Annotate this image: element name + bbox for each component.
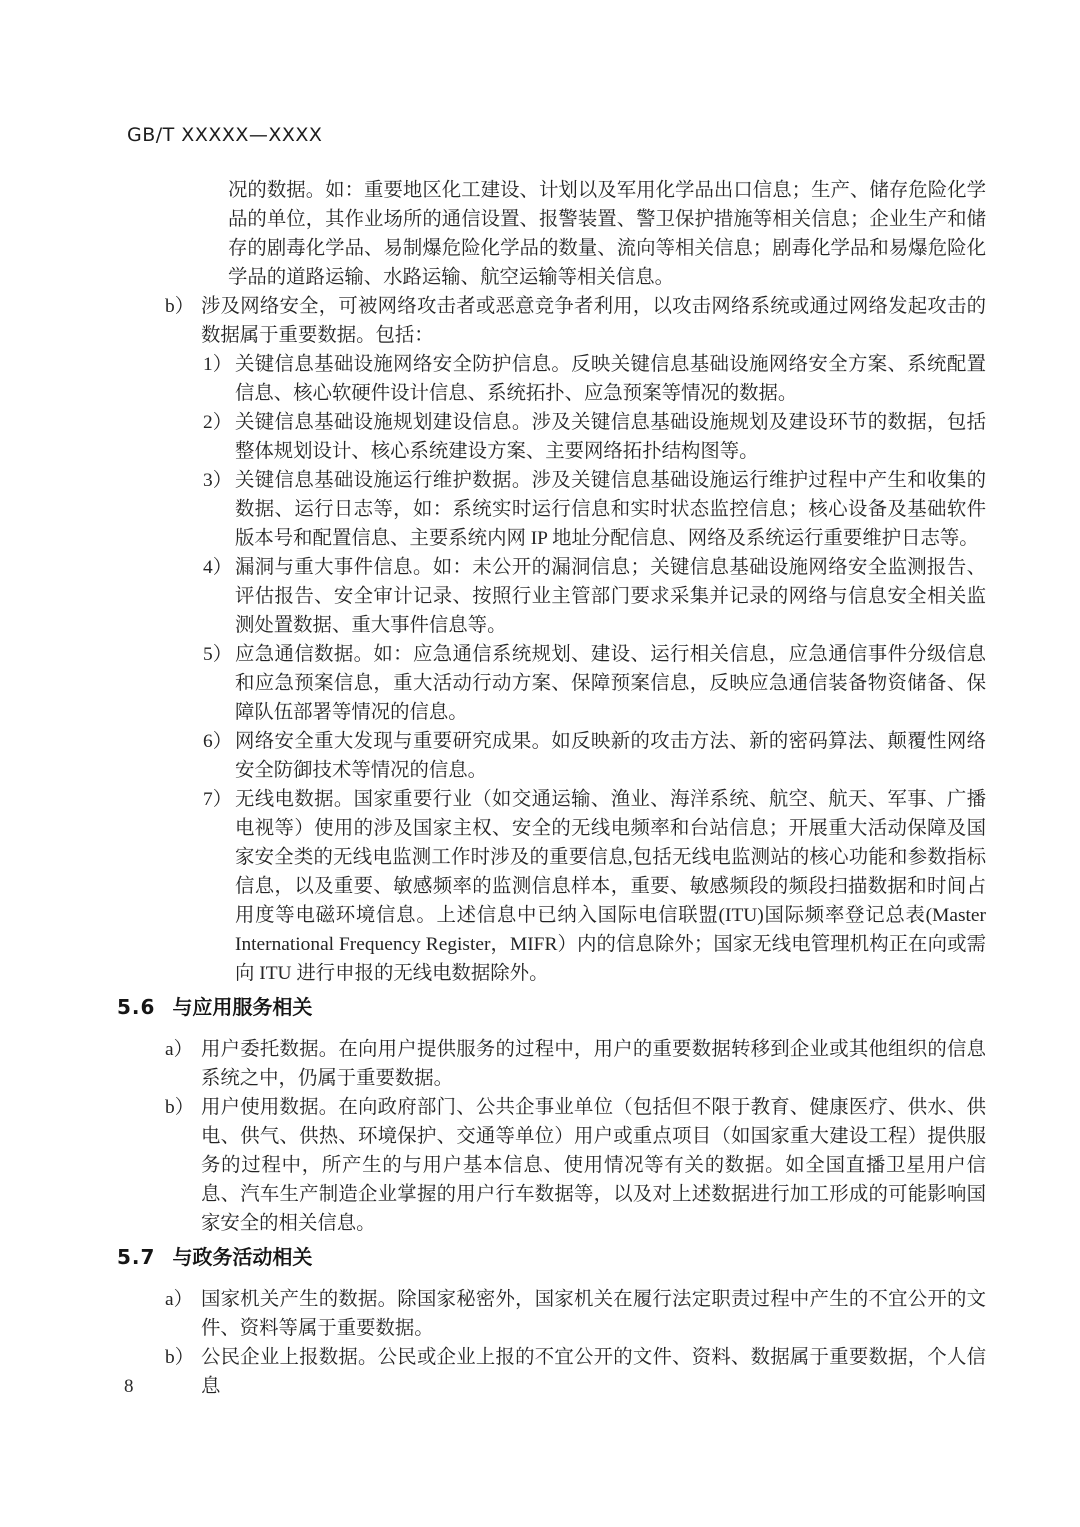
list-marker: 7） <box>203 789 233 810</box>
paragraph-continuation: 况的数据。如：重要地区化工建设、计划以及军用化学品出口信息；生产、储存危险化学品的单位，其作业场所的通信设置、报警装置、警卫保护措施等相关信息；企业生产和储存的剧毒化学品、易制爆危险化学品的数量、流向等相关信息；剧毒化学品和易爆危险化学品的道路运输、水路运输、航空运输等相关信息。 <box>228 180 986 288</box>
list-item-text: 应急通信数据。如：应急通信系统规划、建设、运行相关信息，应急通信事件分级信息和应急预案信息，重大活动行动方案、保障预案信息，反映应急通信装备物资储备、保障队伍部署等情况的信息。 <box>235 644 986 723</box>
list-marker: 6） <box>203 731 233 752</box>
list-item-text: 漏洞与重大事件信息。如：未公开的漏洞信息；关键信息基础设施网络安全监测报告、评估报告、安全审计记录、按照行业主管部门要求采集并记录的网络与信息安全相关监测处置数据、重大事件信息等。 <box>235 557 986 636</box>
sub-list-item-7 <box>203 785 986 988</box>
list-item-text: 关键信息基础设施规划建设信息。涉及关键信息基础设施规划及建设环节的数据，包括整体规划设计、核心系统建设方案、主要网络拓扑结构图等。 <box>235 412 986 462</box>
section-heading-5-6 <box>117 993 986 1021</box>
section-number: 5.7 <box>117 1245 156 1269</box>
section-number: 5.6 <box>117 995 156 1019</box>
sub-list-item-6 <box>203 727 986 785</box>
list-item-text: 关键信息基础设施网络安全防护信息。反映关键信息基础设施网络安全方案、系统配置信息、核心软硬件设计信息、系统拓扑、应急预案等情况的数据。 <box>235 354 986 404</box>
list-item-text: 涉及网络安全，可被网络攻击者或恶意竞争者利用，以攻击网络系统或通过网络发起攻击的数据属于重要数据。包括： <box>201 296 986 346</box>
list-marker: a） <box>165 1289 193 1310</box>
document-body <box>117 176 986 1401</box>
sub-list-item-4 <box>203 553 986 640</box>
sub-list-item-1 <box>203 350 986 408</box>
list-item-text: 用户使用数据。在向政府部门、公共企事业单位（包括但不限于教育、健康医疗、供水、供电、供气、供热、环境保护、交通等单位）用户或重点项目（如国家重大建设工程）提供服务的过程中，所产生的与用户基本信息、使用情况等有关的数据。如全国直播卫星用户信息、汽车生产制造企业掌握的用户行车数据等，以及对上述数据进行加工形成的可能影响国家安全的相关信息。 <box>201 1097 986 1234</box>
list-item-text: 无线电数据。国家重要行业（如交通运输、渔业、海洋系统、航空、航天、军事、广播电视等）使用的涉及国家主权、安全的无线电频率和台站信息；开展重大活动保障及国家安全类的无线电监测工作时涉及的重要信息,包括无线电监测站的核心功能和参数指标信息，以及重要、敏感频率的监测信息样本，重要、敏感频段的频段扫描数据和时间占用度等电磁环境信息。上述信息中已纳入国际电信联盟(ITU)国际频率登记总表(Master International Frequency Register，MIFR）内的信息除外；国家无线电管理机构正在向或需向 ITU 进行申报的无线电数据除外。 <box>235 789 986 984</box>
sub-list-item-3 <box>203 466 986 553</box>
list-item-text: 关键信息基础设施运行维护数据。涉及关键信息基础设施运行维护过程中产生和收集的数据、运行日志等，如：系统实时运行信息和实时状态监控信息；核心设备及基础软件版本号和配置信息、主要系统内网 IP 地址分配信息、网络及系统运行重要维护日志等。 <box>235 470 986 549</box>
list-item-5-7-a <box>165 1285 986 1343</box>
list-item-text: 国家机关产生的数据。除国家秘密外，国家机关在履行法定职责过程中产生的不宜公开的文件、资料等属于重要数据。 <box>201 1289 986 1339</box>
page-number: 8 <box>124 1376 134 1397</box>
list-marker: 1） <box>203 354 233 375</box>
section-heading-5-7 <box>117 1243 986 1271</box>
list-item-text: 网络安全重大发现与重要研究成果。如反映新的攻击方法、新的密码算法、颠覆性网络安全防御技术等情况的信息。 <box>235 731 986 781</box>
list-item-5-6-a <box>165 1035 986 1093</box>
list-marker: 2） <box>203 412 233 433</box>
list-item-b-network <box>165 292 986 350</box>
list-marker: b） <box>165 1097 195 1118</box>
document-number-header: GB/T XXXXX—XXXX <box>127 124 323 146</box>
section-title: 与应用服务相关 <box>172 995 313 1019</box>
list-marker: 4） <box>203 557 233 578</box>
list-item-5-7-b <box>165 1343 986 1401</box>
list-marker: b） <box>165 296 195 317</box>
sub-list-item-2 <box>203 408 986 466</box>
list-marker: 5） <box>203 644 233 665</box>
list-marker: a） <box>165 1039 193 1060</box>
list-item-text: 公民企业上报数据。公民或企业上报的不宜公开的文件、资料、数据属于重要数据，个人信息 <box>201 1347 986 1397</box>
sub-list-item-5 <box>203 640 986 727</box>
list-marker: b） <box>165 1347 195 1368</box>
list-item-5-6-b <box>165 1093 986 1238</box>
list-marker: 3） <box>203 470 233 491</box>
list-item-text: 用户委托数据。在向用户提供服务的过程中，用户的重要数据转移到企业或其他组织的信息系统之中，仍属于重要数据。 <box>201 1039 986 1089</box>
section-title: 与政务活动相关 <box>172 1245 313 1269</box>
